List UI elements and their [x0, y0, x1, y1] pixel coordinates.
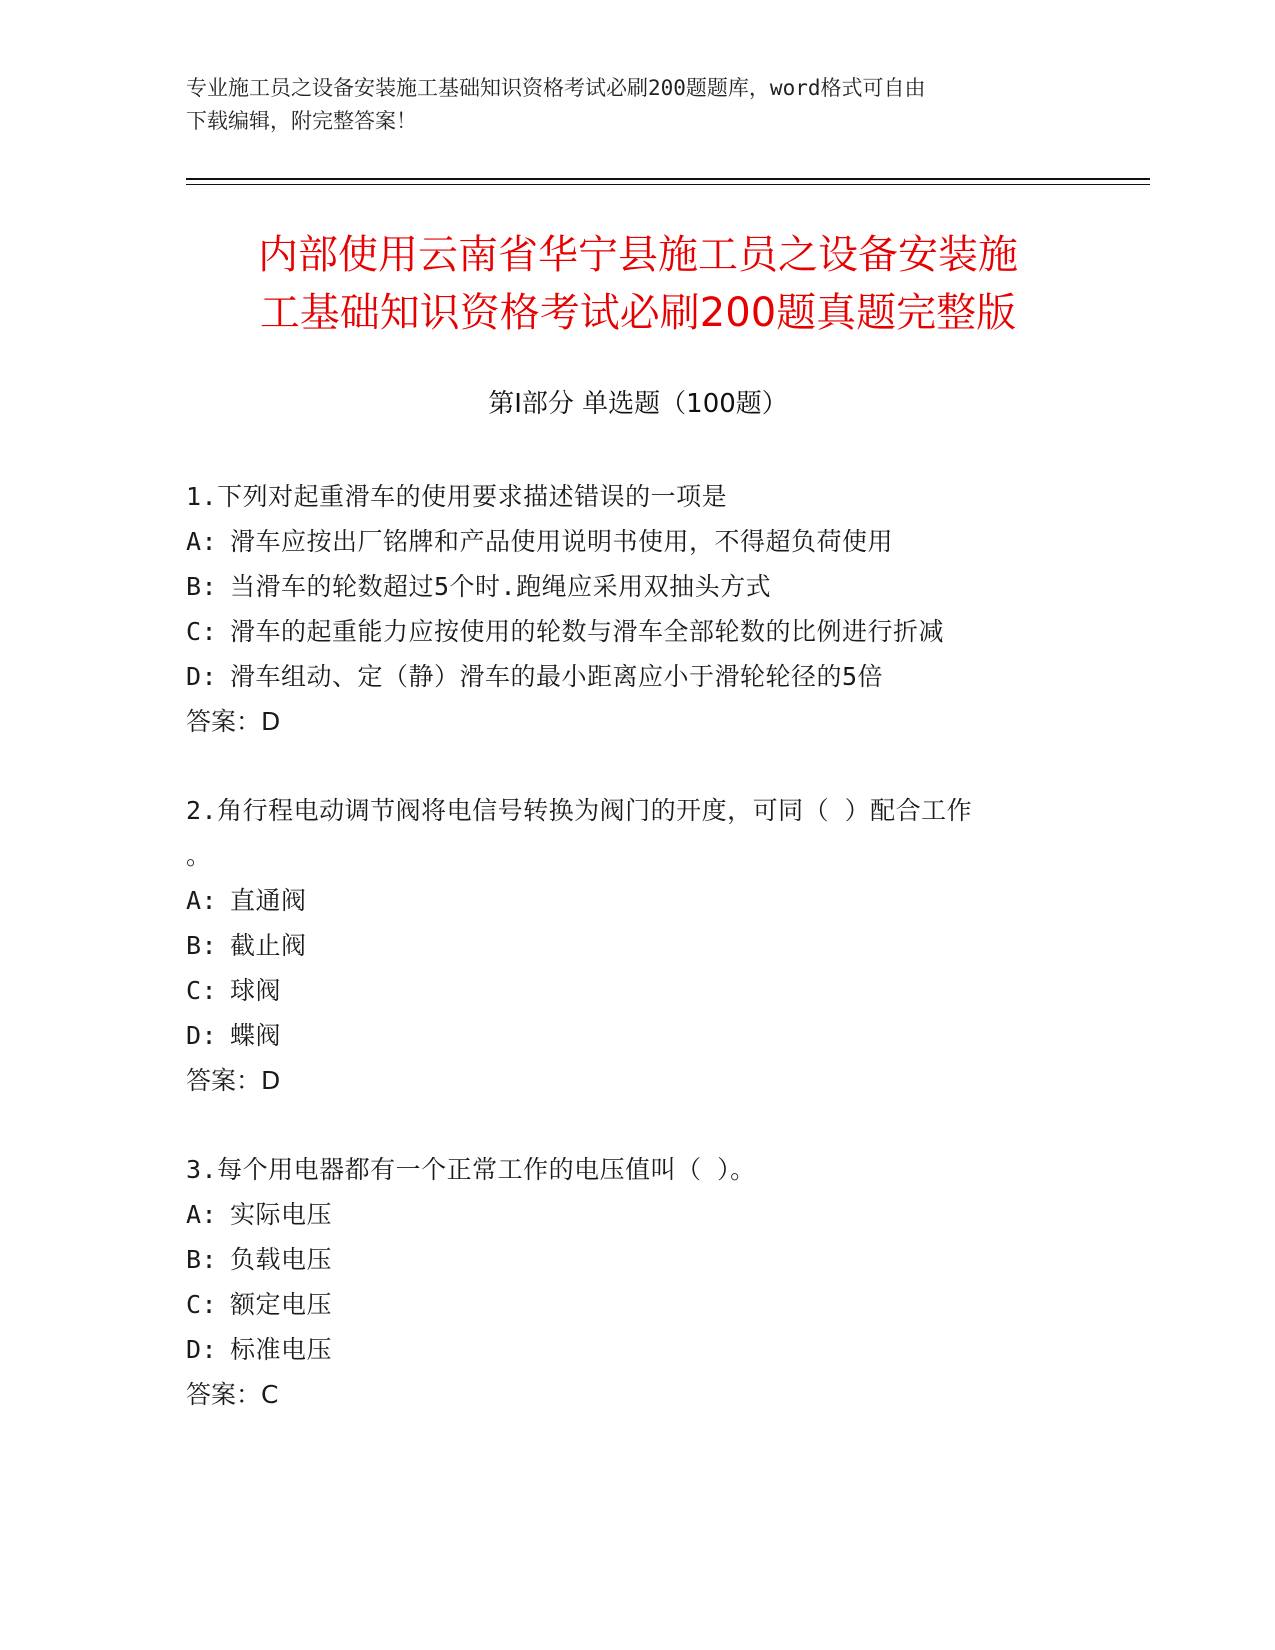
- header-divider-thick: [186, 178, 1150, 180]
- option-text: 截止阀: [230, 931, 307, 960]
- question-stem: 2.角行程电动调节阀将电信号转换为阀门的开度，可同（ ）配合工作: [186, 796, 973, 825]
- option-text: 滑车应按出厂铭牌和产品使用说明书使用，不得超负荷使用: [230, 527, 894, 556]
- option-letter: A:: [186, 1200, 218, 1229]
- option-text: 实际电压: [230, 1200, 333, 1229]
- section-title: 第Ⅰ部分 单选题（100题）: [488, 389, 788, 419]
- option-letter: B:: [186, 931, 218, 960]
- option-b: [186, 1237, 1086, 1282]
- question-stem: 3.每个用电器都有一个正常工作的电压值叫（ ）。: [186, 1155, 756, 1184]
- question-1: [186, 474, 1086, 744]
- option-letter: D:: [186, 1021, 218, 1050]
- question-3: [186, 1147, 1086, 1417]
- option-a: [186, 878, 1086, 923]
- question-stem-continuation: 。: [186, 841, 212, 870]
- option-d: [186, 1013, 1086, 1058]
- option-letter: B:: [186, 1245, 218, 1274]
- option-letter: D:: [186, 662, 218, 691]
- option-a: [186, 519, 1086, 564]
- option-text: 负载电压: [230, 1245, 333, 1274]
- document-title-line-1: 内部使用云南省华宁县施工员之设备安装施: [258, 232, 1018, 278]
- answer-line: 答案：D: [186, 1066, 281, 1095]
- question-2: [186, 788, 1086, 1103]
- option-letter: A:: [186, 886, 218, 915]
- header-note-line-2: 下载编辑，附完整答案！: [186, 109, 417, 133]
- option-text: 当滑车的轮数超过5个时.跑绳应采用双抽头方式: [230, 572, 772, 601]
- option-text: 直通阀: [230, 886, 307, 915]
- option-a: [186, 1192, 1086, 1237]
- option-d: [186, 1327, 1086, 1372]
- option-text: 滑车组动、定（静）滑车的最小距离应小于滑轮轮径的5倍: [230, 662, 884, 691]
- option-b: [186, 564, 1086, 609]
- option-text: 球阀: [230, 976, 282, 1005]
- option-text: 滑车的起重能力应按使用的轮数与滑车全部轮数的比例进行折减: [230, 617, 945, 646]
- option-letter: B:: [186, 572, 218, 601]
- option-letter: D:: [186, 1335, 218, 1364]
- option-letter: C:: [186, 617, 218, 646]
- document-title: [186, 226, 1090, 342]
- option-letter: C:: [186, 1290, 218, 1319]
- option-c: [186, 1282, 1086, 1327]
- option-letter: A:: [186, 527, 218, 556]
- answer-line: 答案：D: [186, 707, 281, 736]
- option-c: [186, 968, 1086, 1013]
- option-b: [186, 923, 1086, 968]
- option-c: [186, 609, 1086, 654]
- header-note-line-1: 专业施工员之设备安装施工基础知识资格考试必刷200题题库，word格式可自由: [186, 76, 926, 100]
- question-stem: 1.下列对起重滑车的使用要求描述错误的一项是: [186, 482, 728, 511]
- option-text: 额定电压: [230, 1290, 333, 1319]
- header-divider-thin: [186, 184, 1150, 185]
- option-letter: C:: [186, 976, 218, 1005]
- option-text: 标准电压: [230, 1335, 333, 1364]
- option-d: [186, 654, 1086, 699]
- question-list: [186, 474, 1086, 1461]
- option-text: 蝶阀: [230, 1021, 282, 1050]
- answer-line: 答案：C: [186, 1380, 279, 1409]
- document-title-line-2: 工基础知识资格考试必刷200题真题完整版: [259, 290, 1017, 336]
- header-note: [186, 72, 1066, 138]
